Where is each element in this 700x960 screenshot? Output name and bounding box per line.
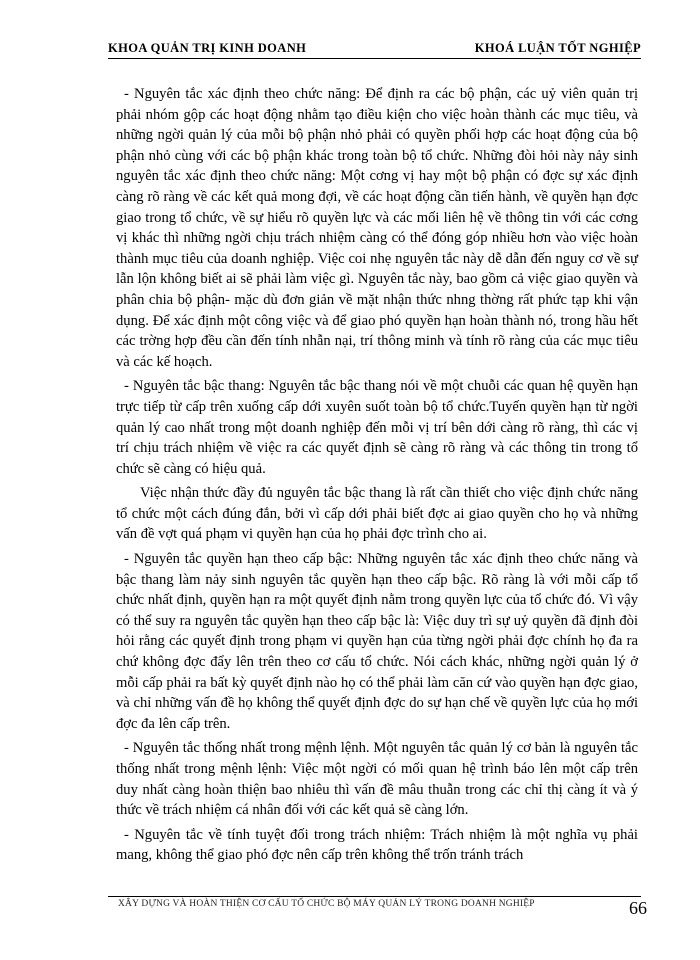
paragraph-authority-level-principle: - Nguyên tắc quyền hạn theo cấp bậc: Những nguyên tắc xác định theo chức năng và bậc thang làm nảy sinh nguyên tắc quyền hạn theo cấp bậc. Rõ ràng là với mỗi cấp tổ chức nhất định, quyền hạn ra một quyết định nằm trong quyền lực của tổ chức đó. Vì vậy có thể suy ra nguyên tắc quyền hạn theo cấp bậc là: Việc duy trì sự uỷ quyền đã định đòi hỏi rằng các quyết định trong phạm vi quyền hạn của từng ngời phải đợc chính họ đa ra chứ không đợc đẩy lên trên theo cơ cấu tổ chức. Nói cách khác, những ngời quản lý ở mỗi cấp phải ra bất kỳ quyết định nào họ có thể phải làm căn cứ vào quyền hạn đợc giao, và chỉ những vấn đề họ không thể quyết định đợc do sự hạn chế về quyền lực của họ mới đợc đa lên cấp trên. bbox=[116, 551, 638, 732]
footer-thesis-topic: XÂY DỰNG VÀ HOÀN THIỆN CƠ CẤU TỔ CHỨC BỘ MÁY QUẢN LÝ TRONG DOANH NGHIỆP bbox=[118, 899, 535, 909]
header-thesis-title: KHOÁ LUẬN TỐT NGHIỆP bbox=[474, 41, 641, 55]
paragraph-absolute-responsibility: - Nguyên tắc về tính tuyệt đối trong trách nhiệm: Trách nhiệm là một nghĩa vụ phải mang, không thể giao phó đợc nên cấp trên không thể trốn tránh trách bbox=[116, 826, 638, 864]
paragraph-functional-principle: - Nguyên tắc xác định theo chức năng: Để định ra các bộ phận, các uỷ viên quản trị phải nhóm gộp các hoạt động nhằm tạo điều kiện cho việc hoàn thành các mục tiêu, và những ngời quản lý của mỗi bộ phận nhỏ phải có quyền phối hợp các hoạt động của bộ phận nhỏ cùng với các bộ phận khác trong toàn bộ tổ chức. Những đòi hỏi này nảy sinh nguyên tắc xác định theo chức năng: Một cơng vị hay một bộ phận có đợc sự xác định càng rõ ràng về các kết quả mong đợi, về các hoạt động cần tiến hành, về quyền hạn đợc giao trong tổ chức, về sự hiểu rõ quyền lực và các mối liên hệ về thông tin với các cơng vị khác thì những ngời chịu trách nhiệm càng có thể đóng góp nhiều hơn vào việc hoàn thành mục tiêu của doanh nghiệp. Việc coi nhẹ nguyên tắc này dễ dẫn đến nguy cơ về sự lẫn lộn không biết ai sẽ phải làm việc gì. Nguyên tắc này, bao gồm cả việc giao quyền và phân chia bộ phận- mặc dù đơn giản về mặt nhận thức nhng thờng rất phức tạp khi vận dụng. Để xác định một công việc và để giao phó quyền hạn hoàn thành nó, trong hầu hết các trờng hợp đều cần đến tính nhẫn nại, trí thông minh và tính rõ ràng của các mục tiêu và các kế hoạch. bbox=[116, 86, 638, 370]
page-footer bbox=[108, 896, 647, 921]
paragraph-unity-of-command: - Nguyên tắc thống nhất trong mệnh lệnh. Một nguyên tắc quản lý cơ bản là nguyên tắc thống nhất trong mệnh lệnh: Việc một ngời có mối quan hệ trình báo lên một cấp trên duy nhất càng hoàn thiện bao nhiêu thì vấn đề mâu thuẫn trong các chỉ thị càng ít và ý thức về trách nhiệm cá nhân đối với các kết quả sẽ càng lớn. bbox=[116, 740, 638, 819]
paragraph-scalar-awareness: Việc nhận thức đầy đủ nguyên tắc bậc thang là rất cần thiết cho việc định chức năng tổ chức một cách đúng đắn, bởi vì cấp dới phải biết đợc ai giao quyền cho họ và những vấn đề vợt quá phạm vi quyền hạn của họ phải đợc trình cho ai. bbox=[116, 485, 638, 543]
paragraph-scalar-principle: - Nguyên tắc bậc thang: Nguyên tắc bậc thang nói về một chuỗi các quan hệ quyền hạn trực tiếp từ cấp trên xuống cấp dới xuyên suốt toàn bộ tổ chức.Tuyến quyền hạn từ ngời quản lý cao nhất trong một doanh nghiệp đến mỗi vị trí bên dới càng rõ ràng, thì các vị trí chịu trách nhiệm về việc ra các quyết định sẽ càng rõ ràng và các thông tin trong tổ chức sẽ càng có hiệu quả. bbox=[116, 378, 638, 477]
body-text bbox=[116, 84, 638, 866]
page-number: 66 bbox=[629, 898, 647, 918]
page-header bbox=[108, 36, 641, 59]
header-faculty: KHOA QUẢN TRỊ KINH DOANH bbox=[108, 41, 307, 55]
